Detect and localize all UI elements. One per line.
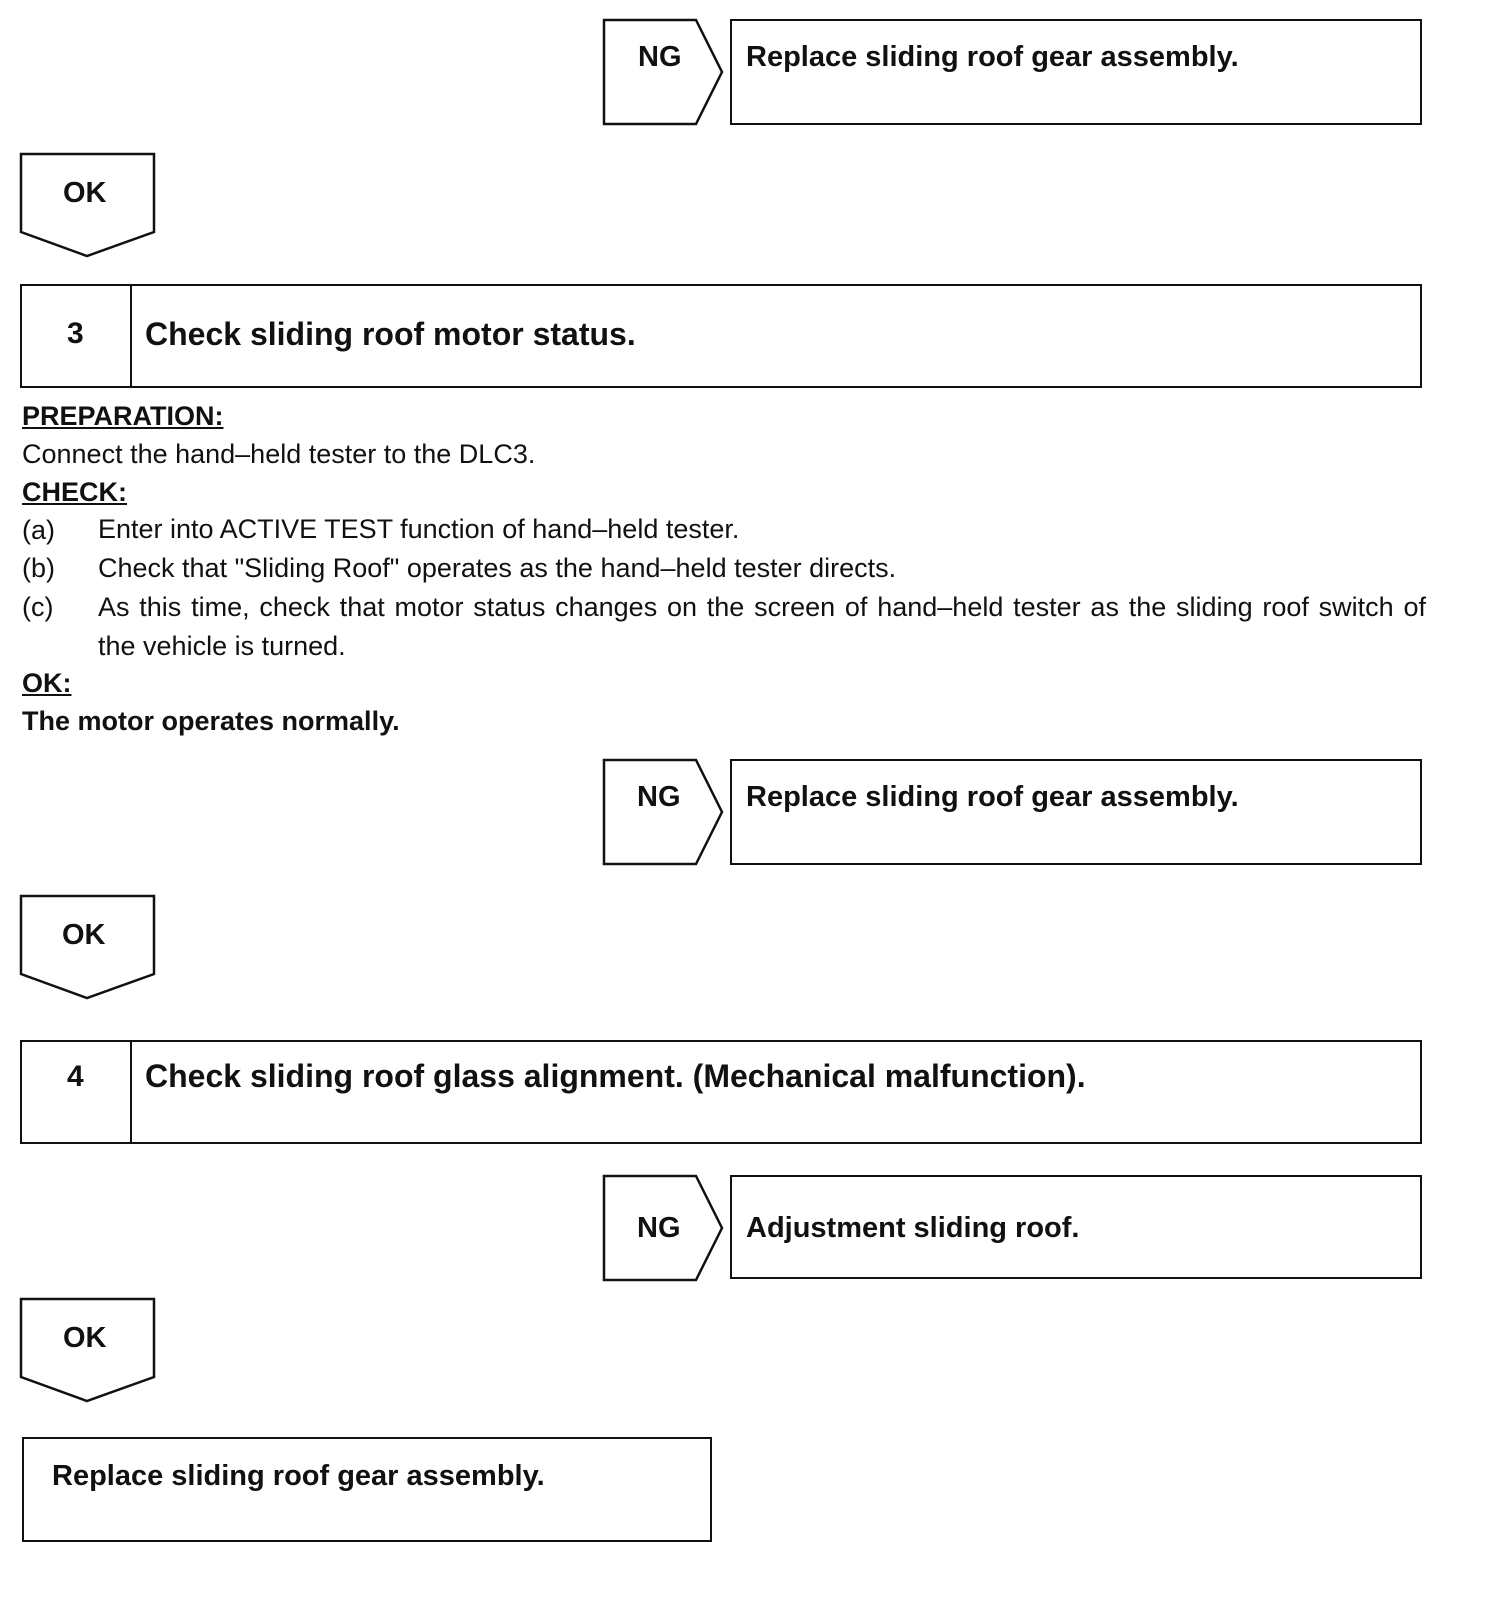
- ng-result-text: Replace sliding roof gear assembly.: [746, 41, 1239, 73]
- step-divider: [130, 285, 132, 387]
- final-result-text: Replace sliding roof gear assembly.: [52, 1460, 545, 1492]
- step-title: Check sliding roof glass alignment. (Mechanical malfunction).: [145, 1058, 1086, 1094]
- check-item-label: (a): [22, 515, 55, 545]
- ng-result-text: Adjustment sliding roof.: [746, 1212, 1080, 1244]
- preparation-text: Connect the hand–held tester to the DLC3.: [22, 439, 536, 469]
- ng-label: NG: [637, 1212, 681, 1244]
- ok-criteria-text: The motor operates normally.: [22, 706, 400, 736]
- step-title: Check sliding roof motor status.: [145, 316, 636, 352]
- ng-label: NG: [638, 41, 682, 73]
- check-item-text: Check that "Sliding Roof" operates as the hand–held tester directs.: [98, 553, 897, 583]
- step-number: 4: [67, 1060, 84, 1093]
- check-item-text: As this time, check that motor status changes on the screen of hand–held tester as the sliding roof switch of the vehicle is turned.: [98, 592, 1426, 661]
- step-divider: [130, 1041, 132, 1143]
- ok-label: OK: [63, 177, 107, 209]
- ng-result-text: Replace sliding roof gear assembly.: [746, 781, 1239, 813]
- ok-label: OK: [63, 1322, 107, 1354]
- check-item-label: (c): [22, 592, 54, 622]
- step-number: 3: [67, 317, 84, 350]
- ok-heading: OK:: [22, 668, 72, 698]
- ok-label: OK: [62, 919, 106, 951]
- check-item-text: Enter into ACTIVE TEST function of hand–held tester.: [98, 514, 740, 544]
- check-item-label: (b): [22, 553, 55, 583]
- preparation-heading: PREPARATION:: [22, 401, 224, 431]
- check-heading: CHECK:: [22, 477, 127, 507]
- ng-label: NG: [637, 781, 681, 813]
